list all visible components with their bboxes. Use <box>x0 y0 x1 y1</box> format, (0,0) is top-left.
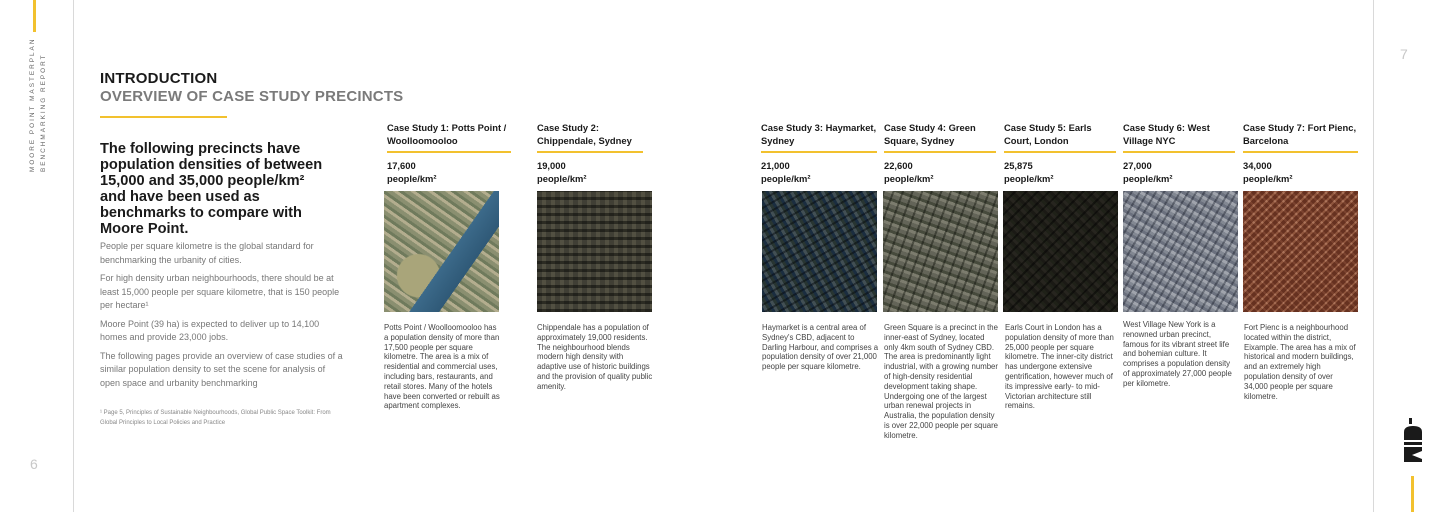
density-value: 34,000 <box>1243 160 1272 171</box>
aerial-photo-chippendale <box>537 191 652 312</box>
heading-underline <box>100 116 227 118</box>
case-study-density <box>1123 159 1235 185</box>
case-study-description: Haymarket is a central area of Sydney's CBD, adjacent to Darling Harbour, and comprises a population density of over 21,000 people per square kilometre. <box>762 323 879 372</box>
case-study-underline <box>537 151 643 153</box>
body-paragraph: For high density urban neighbourhoods, there should be at least 15,000 people per square kilometre, that is 150 people per hectare¹ <box>100 273 340 310</box>
case-study-description: Green Square is a precinct in the inner-east of Sydney, located only 4km south of Sydney CBD. The area is predominantly light industrial, with a growing number of high-density residential development taking shape. Undergoing one of the largest urban renewal projects in Australia, the population density is over 22,000 people per square kilometre. <box>884 323 998 440</box>
aerial-photo-earls-court <box>1003 191 1118 312</box>
case-study-title: Case Study 6: West Village NYC <box>1123 122 1210 146</box>
aerial-photo-potts-point <box>384 191 499 312</box>
side-title-line-1: MOORE POINT MASTERPLAN <box>29 37 36 172</box>
right-margin-rule <box>1373 0 1374 512</box>
density-value: 27,000 <box>1123 160 1152 171</box>
density-value: 22,600 <box>884 160 913 171</box>
case-study-description: Earls Court in London has a population density of more than 25,000 people per square kilometre. The inner-city district has undergone extensive gentrification, however much of its impressive early- to mid-Victorian architecture still remains. <box>1005 323 1114 411</box>
case-study-6 <box>1123 121 1235 185</box>
lead-statement: The following precincts have population densities of between 15,000 and 35,000 people/km² and have been used as benchmarks to compare with Moore Point. <box>100 141 323 237</box>
case-study-title: Case Study 1: Potts Point / Woolloomooloo <box>387 122 507 146</box>
accent-bar-bottom <box>1411 476 1414 512</box>
aerial-photo-west-village <box>1123 191 1238 312</box>
density-unit: people/km² <box>884 173 934 184</box>
accent-bar-top <box>33 0 36 32</box>
body-paragraph: The following pages provide an overview of case studies of a similar population density to set the scene for analysis of open space and urbanity benchmarking <box>100 350 343 388</box>
density-value: 19,000 <box>537 160 566 171</box>
case-study-title: Case Study 7: Fort Pienc, Barcelona <box>1243 122 1357 146</box>
case-study-3 <box>761 121 877 185</box>
case-study-description: Chippendale has a population of approximately 19,000 residents. The neighbourhood blends modern high density with adaptive use of historic buildings and the provision of quality public amenity. <box>537 323 653 391</box>
aerial-photo-green-square <box>883 191 998 312</box>
page-title: INTRODUCTION <box>100 70 218 87</box>
body-paragraph: Moore Point (39 ha) is expected to deliver up to 14,100 homes and provide 23,000 jobs. <box>100 318 320 342</box>
density-value: 17,600 <box>387 160 416 171</box>
case-study-density <box>1004 159 1116 185</box>
case-study-underline <box>1004 151 1116 153</box>
case-study-underline <box>1123 151 1235 153</box>
aerial-photo-fort-pienc <box>1243 191 1358 312</box>
case-study-5 <box>1004 121 1116 185</box>
density-value: 21,000 <box>761 160 790 171</box>
case-study-title: Case Study 4: Green Square, Sydney <box>884 122 976 146</box>
density-unit: people/km² <box>1243 173 1293 184</box>
case-study-density <box>761 159 877 185</box>
aerial-photo-haymarket <box>762 191 877 312</box>
left-margin-rule <box>73 0 74 512</box>
moore-point-logo <box>1402 418 1424 462</box>
case-study-title: Case Study 5: Earls Court, London <box>1004 122 1092 146</box>
case-study-title: Case Study 3: Haymarket, Sydney <box>761 122 877 146</box>
side-title-line-2: BENCHMARKING REPORT <box>40 53 47 172</box>
density-unit: people/km² <box>761 173 811 184</box>
case-study-4 <box>884 121 996 185</box>
case-study-title: Case Study 2: Chippendale, Sydney <box>537 122 632 146</box>
case-study-1 <box>387 121 511 185</box>
footnote: ¹ Page 5, Principles of Sustainable Neighbourhoods, Global Public Space Toolkit: From Global Principles to Local Policies and Practice <box>100 410 331 426</box>
report-side-title <box>27 38 49 172</box>
case-study-density <box>884 159 996 185</box>
density-unit: people/km² <box>387 173 437 184</box>
case-study-underline <box>1243 151 1358 153</box>
case-study-density <box>387 159 511 185</box>
density-unit: people/km² <box>1004 173 1054 184</box>
page-subtitle: OVERVIEW OF CASE STUDY PRECINCTS <box>100 88 404 105</box>
case-study-density <box>537 159 643 185</box>
case-study-2 <box>537 121 643 185</box>
page-number-right: 7 <box>1400 46 1408 62</box>
case-study-underline <box>884 151 996 153</box>
density-unit: people/km² <box>1123 173 1173 184</box>
case-study-description: Potts Point / Woolloomooloo has a population density of more than 17,500 people per square kilometre. The area is a mix of residential and commercial uses, including bars, restaurants, and retail stores. Many of the hotels have been converted or rebuilt as apartment complexes. <box>384 323 500 411</box>
page-number-left: 6 <box>30 456 38 472</box>
body-copy <box>100 240 345 395</box>
density-value: 25,875 <box>1004 160 1033 171</box>
case-study-density <box>1243 159 1358 185</box>
case-study-description: Fort Pienc is a neighbourhood located within the district, Eixample. The area has a mix of historical and modern buildings, and an extremely high population density of over 34,000 people per square kilometre. <box>1244 323 1356 401</box>
section-heading <box>100 70 403 106</box>
case-study-7 <box>1243 121 1358 185</box>
density-unit: people/km² <box>537 173 587 184</box>
case-study-description: West Village New York is a renowned urban precinct, famous for its vibrant street life and bohemian culture. It comprises a population density of approximately 27,000 people per kilometre. <box>1123 320 1232 388</box>
body-paragraph: People per square kilometre is the global standard for benchmarking the urbanity of cities. <box>100 241 314 265</box>
case-study-underline <box>387 151 511 153</box>
case-study-underline <box>761 151 877 153</box>
